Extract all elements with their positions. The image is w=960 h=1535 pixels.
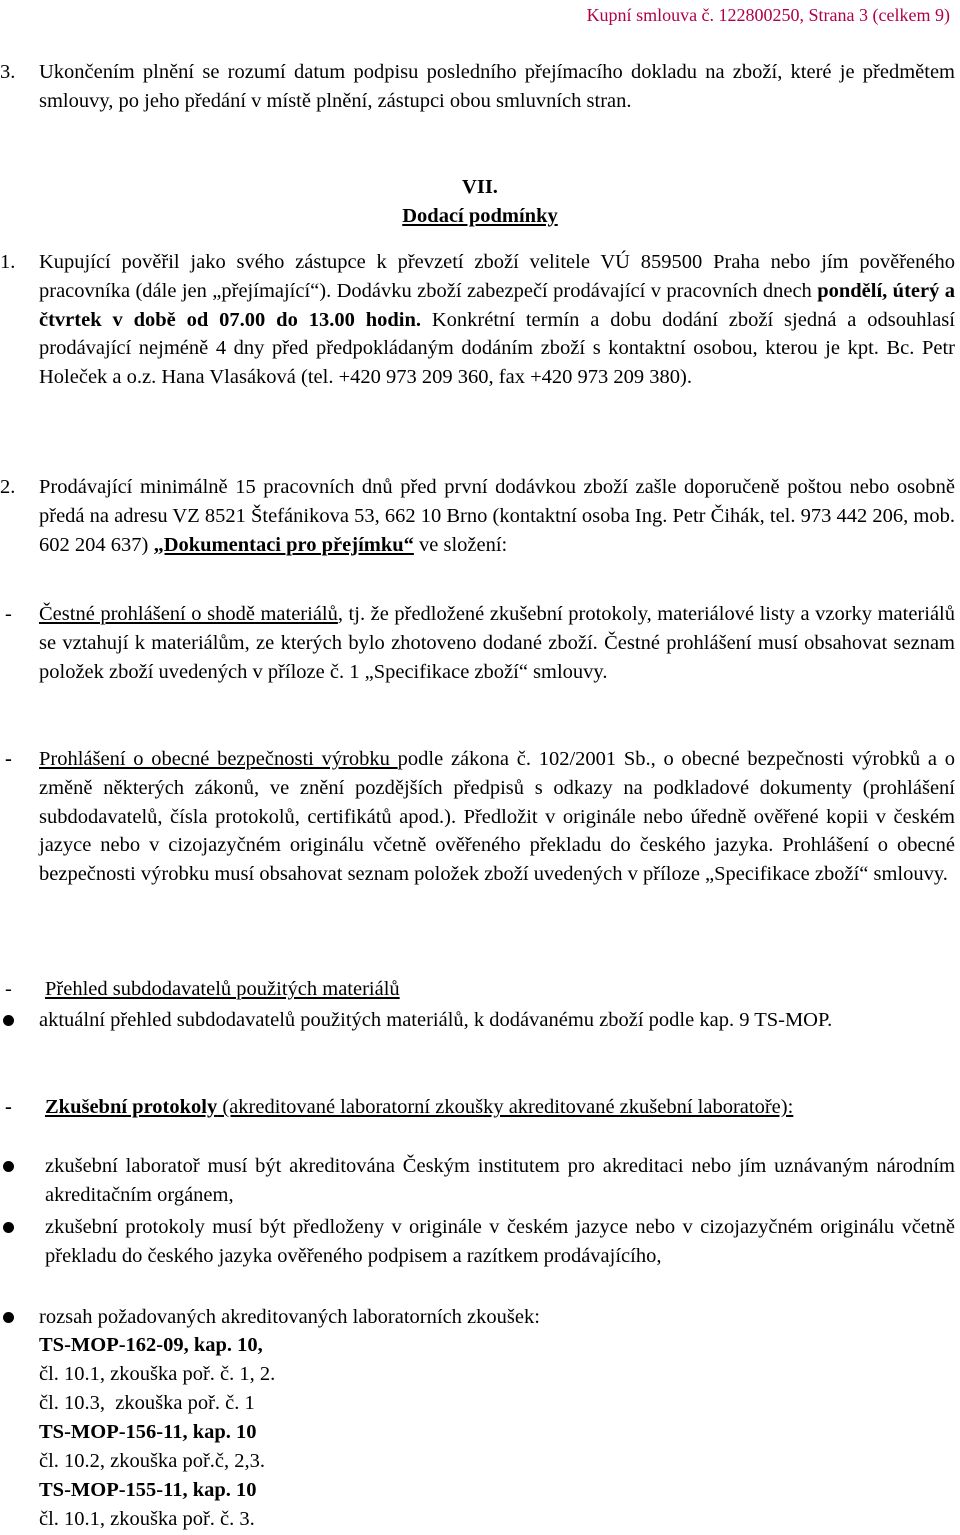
paragraph-text [39, 745, 955, 889]
test-spec: TS-MOP-155-11, kap. 10 [39, 1479, 257, 1501]
paragraph-text [39, 473, 955, 559]
bullet-item [0, 1006, 960, 1035]
paragraph-text [39, 600, 955, 686]
paragraph-item-3 [0, 58, 960, 116]
paragraph-1 [0, 248, 960, 392]
dash-item-declaration [0, 600, 960, 686]
bullet-icon [3, 1161, 14, 1172]
section-number: VII. [462, 176, 498, 198]
bullet-text: rozsah požadovaných akreditovaných laboratorních zkoušek: [39, 1306, 540, 1328]
dash-item-test-protocols [0, 1093, 960, 1122]
text-run: Prodávající minimálně 15 pracovních dnů před první dodávkou zboží zašle doporučeně poštou nebo osobně předá na adresu VZ 8521 Štefánikova 53, 662 10 Brno (kontaktní osoba Ing. Petr Čihák, tel. 973 442 206, mob. 602 204 637) [39, 476, 955, 556]
bullet-icon [3, 1015, 14, 1026]
delivery-days: pondělí, úterý a čtvrtek v době od 07.00 do 13.00 hodin. [39, 279, 956, 331]
bullet-item [0, 1152, 960, 1210]
text-run: ve složení: [413, 533, 508, 556]
dash-marker: - [5, 603, 12, 625]
text-run: podle zákona č. 102/2001 Sb., o obecné bezpečnosti výrobků a o změně některých zákonů, ve znění pozdějších předpisů s odkazy na podkladové dokumenty (prohlášení subdodavatelů, čísla protokolů, certifikátů apod.). Předložit v originále nebo úředně ověřené kopii v českém jazyce nebo v cizojazyčném originálu včetně ověřeného překladu do českého jazyka. Prohlášení o obecné bezpečnosti výrobku musí obsahovat seznam položek zboží uvedených v příloze „Specifikace zboží“ smlouvy. [39, 748, 955, 886]
item-number: 3. [0, 61, 16, 83]
test-item: čl. 10.1, zkouška poř. č. 3. [39, 1508, 255, 1530]
declaration-title: Čestné prohlášení o shodě materiálů [39, 603, 338, 625]
documentation-title: „Dokumentaci pro přejímku“ [153, 533, 414, 556]
test-spec: TS-MOP-156-11, kap. 10 [39, 1421, 257, 1443]
section-title-wrap [0, 202, 960, 231]
bullet-text: zkušební laboratoř musí být akreditována Českým institutem pro akreditaci nebo jím uznávaným národním akreditačním orgánem, [45, 1155, 955, 1206]
text-run: , tj. že předložené zkušební protokoly, materiálové listy a vzorky materiálů se vztahují k materiálům, ze kterých bylo zhotoveno dodané zboží. Čestné prohlášení musí obsahovat seznam položek zboží uvedených v příloze č. 1 „Specifikace zboží“ smlouvy. [39, 603, 956, 683]
bullet-icon [3, 1312, 14, 1323]
dash-item-safety [0, 745, 960, 889]
section-title: Dodací podmínky [402, 205, 558, 227]
paragraph-text [39, 248, 955, 392]
item-number: 1. [0, 251, 16, 273]
bullet-item [0, 1213, 960, 1271]
protocols-title-wrap [45, 1093, 875, 1122]
item-number: 2. [0, 476, 16, 498]
subcontractors-title: Přehled subdodavatelů použitých materiálů [45, 978, 400, 1000]
bullet-item [0, 1303, 960, 1332]
bullet-icon [3, 1222, 14, 1233]
test-item: čl. 10.1, zkouška poř. č. 1, 2. [39, 1363, 276, 1385]
text-run: Konkrétní termín a dobu dodání zboží sjedná a odsouhlasí prodávající nejméně 4 dny před předpokládaným dodáním zboží s kontaktní osobou, kterou je kpt. Bc. Petr Holeček a o.z. Hana Vlasáková (tel. +420 973 209 360, fax +420 973 209 380). [39, 308, 955, 389]
bullet-text: zkušební protokoly musí být předloženy v originále v českém jazyce nebo v cizojazyčném originálu včetně překladu do českého jazyka ověřeného podpisem a razítkem prodávajícího, [45, 1216, 955, 1267]
text-run: Kupující pověřil jako svého zástupce k převzetí zboží velitele VÚ 859500 Praha nebo jím pověřeného pracovníka (dále jen „přejímající“). Dodávku zboží zabezpečí prodávající v pracovních dnech [39, 251, 955, 302]
bullet-text: aktuální přehled subdodavatelů použitých materiálů, k dodávanému zboží podle kap. 9 TS-MOP. [39, 1009, 833, 1031]
test-item: čl. 10.2, zkouška poř.č, 2,3. [39, 1450, 266, 1472]
dash-marker: - [5, 1096, 12, 1118]
protocols-subtitle: (akreditované laboratorní zkoušky akreditované zkušební laboratoře): [217, 1096, 794, 1118]
page-header: Kupní smlouva č. 122800250, Strana 3 (celkem 9) [586, 5, 950, 25]
paragraph-2 [0, 473, 960, 559]
test-spec: TS-MOP-162-09, kap. 10, [39, 1334, 263, 1356]
safety-title: Prohlášení o obecné bezpečnosti výrobku [39, 748, 398, 770]
protocols-title: Zkušební protokoly [45, 1096, 218, 1118]
paragraph-text: Ukončením plnění se rozumí datum podpisu posledního přejímacího dokladu na zboží, které je předmětem smlouvy, po jeho předání v místě plnění, zástupci obou smluvních stran. [39, 61, 955, 112]
dash-marker: - [5, 978, 12, 1000]
dash-item-subcontractors [0, 975, 960, 1004]
subcontractors-title-wrap [45, 975, 960, 1004]
test-item: čl. 10.3, zkouška poř. č. 1 [39, 1392, 255, 1414]
dash-marker: - [5, 748, 12, 770]
